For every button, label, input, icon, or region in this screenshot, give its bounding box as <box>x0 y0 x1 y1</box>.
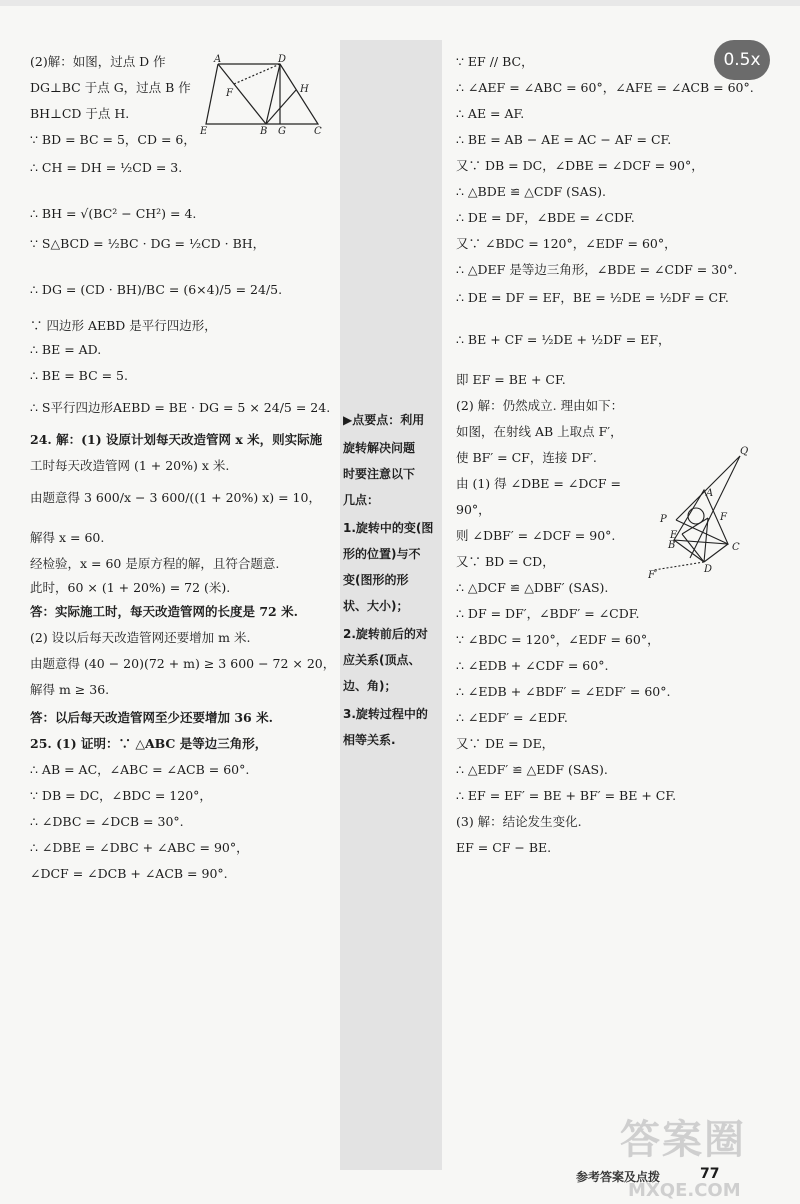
text-line: 解得 m ≥ 36. <box>30 682 110 697</box>
text-line: ∴ BH = √(BC² − CH²) = 4. <box>30 206 197 221</box>
text-line: ∴ ∠AEF = ∠ABC = 60°，∠AFE = ∠ACB = 60°. <box>456 80 754 95</box>
text-line: 又∵ DB = DC，∠DBE = ∠DCF = 90°， <box>456 158 704 173</box>
text-line: ∠DCF = ∠DCB + ∠ACB = 90°. <box>30 866 228 881</box>
text-line: 几点： <box>343 493 380 507</box>
text-line: (2) 设以后每天改造管网还要增加 m 米. <box>30 630 251 645</box>
text-line: ∴ DE = DF，∠BDE = ∠CDF. <box>456 210 635 225</box>
text-line: 此时，60 × (1 + 20%) = 72 (米). <box>30 580 231 595</box>
text-line: 90°， <box>456 502 491 517</box>
fig2-label: C <box>732 542 740 553</box>
text-line: ∵ 四边形 AEBD 是平行四边形， <box>30 318 217 333</box>
text-line: ∴ EF = EF′ = BE + BF′ = BE + CF. <box>456 788 677 803</box>
text-line: 相等关系. <box>343 733 396 747</box>
text-line: ∴ △DCF ≌ △DBF′ (SAS). <box>456 580 609 595</box>
left-column <box>30 0 340 1204</box>
right-column <box>456 0 786 1204</box>
fig1-label: F <box>226 88 233 99</box>
fig1-label: H <box>300 84 309 95</box>
text-line: 答：以后每天改造管网至少还要增加 36 米. <box>30 710 273 725</box>
figure-parallelogram <box>196 54 326 134</box>
fig2-label: Q <box>740 446 749 457</box>
fig1-label: D <box>278 54 287 65</box>
text-line: 由题意得 3 600/x − 3 600/((1 + 20%) x) = 10， <box>30 490 321 505</box>
text-line: 又∵ ∠BDC = 120°，∠EDF = 60°， <box>456 236 677 251</box>
text-line: 1.旋转中的变(图 <box>343 521 434 535</box>
watermark-logo: 答案圈 <box>620 1117 746 1163</box>
fig1-label: G <box>278 126 286 134</box>
text-line: ∴ BE = BC = 5. <box>30 368 128 383</box>
text-line: ▶点要点：利用 <box>343 413 425 427</box>
text-line: ∴ AB = AC，∠ABC = ∠ACB = 60°. <box>30 762 250 777</box>
text-line: ∴ DE = DF = EF，BE = ½DE = ½DF = CF. <box>456 290 729 305</box>
fig2-label: A <box>706 488 714 499</box>
text-line: ∴ BE + CF = ½DE + ½DF = EF， <box>456 332 671 347</box>
tips-sidebar <box>340 40 442 1170</box>
text-line: ∴ △DEF 是等边三角形，∠BDE = ∠CDF = 30°. <box>456 262 738 277</box>
text-line: 又∵ BD = CD， <box>456 554 555 569</box>
text-line: ∵ ∠BDC = 120°，∠EDF = 60°， <box>456 632 660 647</box>
figure-rotation <box>648 444 758 579</box>
text-line: 24. 解：(1) 设原计划每天改造管网 x 米，则实际施 <box>30 432 323 447</box>
text-line: 旋转解决问题 <box>343 441 416 455</box>
text-line: 边、角)； <box>343 679 397 693</box>
text-line: 由 (1) 得 ∠DBE = ∠DCF = <box>456 476 622 491</box>
text-line: 解得 x = 60. <box>30 530 105 545</box>
text-line: ∵ EF // BC， <box>456 54 534 69</box>
text-line: 工时每天改造管网 (1 + 20%) x 米. <box>30 458 230 473</box>
text-line: DG⊥BC 于点 G，过点 B 作 <box>30 80 191 95</box>
zoom-badge[interactable]: 0.5x <box>714 40 770 80</box>
text-line: 经检验，x = 60 是原方程的解，且符合题意. <box>30 556 280 571</box>
text-line: ∴ BE = AB − AE = AC − AF = CF. <box>456 132 672 147</box>
text-line: ∴ ∠EDB + ∠BDF′ = ∠EDF′ = 60°. <box>456 684 671 699</box>
text-line: (3) 解：结论发生变化. <box>456 814 582 829</box>
text-line: 又∵ DE = DE， <box>456 736 555 751</box>
text-line: ∴ ∠EDB + ∠CDF = 60°. <box>456 658 609 673</box>
text-line: 3.旋转过程中的 <box>343 707 428 721</box>
text-line: ∴ △BDE ≌ △CDF (SAS). <box>456 184 607 199</box>
text-line: ∴ S平行四边形AEBD = BE · DG = 5 × 24/5 = 24. <box>30 400 331 415</box>
text-line: 应关系(顶点、 <box>343 653 421 667</box>
text-line: ∴ ∠DBC = ∠DCB = 30°. <box>30 814 184 829</box>
fig1-label: B <box>260 126 268 134</box>
text-line: EF = CF − BE. <box>456 840 552 855</box>
text-line: ∴ BE = AD. <box>30 342 102 357</box>
text-line: 即 EF = BE + CF. <box>456 372 566 387</box>
text-line: 如图，在射线 AB 上取点 F′， <box>456 424 623 439</box>
text-line: ∴ DF = DF′，∠BDF′ = ∠CDF. <box>456 606 640 621</box>
watermark-url: MXQE.COM <box>628 1180 741 1201</box>
text-line: (2) 解：仍然成立. 理由如下： <box>456 398 624 413</box>
text-line: ∴ DG = (CD · BH)/BC = (6×4)/5 = 24/5. <box>30 282 283 297</box>
text-line: ∴ ∠DBE = ∠DBC + ∠ABC = 90°， <box>30 840 249 855</box>
text-line: 由题意得 (40 − 20)(72 + m) ≥ 3 600 − 72 × 20， <box>30 656 336 671</box>
fig2-label: F′ <box>648 570 658 579</box>
text-line: 形的位置)与不 <box>343 547 421 561</box>
text-line: BH⊥CD 于点 H. <box>30 106 130 121</box>
fig1-label: C <box>314 126 322 134</box>
text-line: ∴ △EDF′ ≌ △EDF (SAS). <box>456 762 608 777</box>
text-line: 25. (1) 证明：∵ △ABC 是等边三角形， <box>30 736 268 751</box>
text-line: 状、大小)； <box>343 599 409 613</box>
fig1-label: E <box>200 126 208 134</box>
text-line: 使 BF′ = CF，连接 DF′. <box>456 450 597 465</box>
text-line: ∵ S△BCD = ½BC · DG = ½CD · BH， <box>30 236 266 251</box>
text-line: ∴ ∠EDF′ = ∠EDF. <box>456 710 568 725</box>
fig2-label: P <box>660 514 667 525</box>
text-line: ∵ BD = BC = 5，CD = 6， <box>30 132 196 147</box>
text-line: (2)解：如图，过点 D 作 <box>30 54 166 69</box>
footer-label: 参考答案及点拨 <box>576 1170 661 1184</box>
fig2-label: F <box>720 512 727 523</box>
page-number: 77 <box>700 1166 720 1182</box>
text-line: 2.旋转前后的对 <box>343 627 428 641</box>
fig2-label: B <box>668 540 676 551</box>
fig2-label: D <box>704 564 713 575</box>
text-line: 答：实际施工时，每天改造管网的长度是 72 米. <box>30 604 298 619</box>
text-line: 则 ∠DBF′ = ∠DCF = 90°. <box>456 528 616 543</box>
text-line: 变(图形的形 <box>343 573 409 587</box>
text-line: ∴ AE = AF. <box>456 106 525 121</box>
text-line: ∴ CH = DH = ½CD = 3. <box>30 160 183 175</box>
text-line: ∵ DB = DC，∠BDC = 120°， <box>30 788 212 803</box>
fig2-label: E <box>670 530 678 541</box>
text-line: 时要注意以下 <box>343 467 416 481</box>
fig1-label: A <box>214 54 222 65</box>
